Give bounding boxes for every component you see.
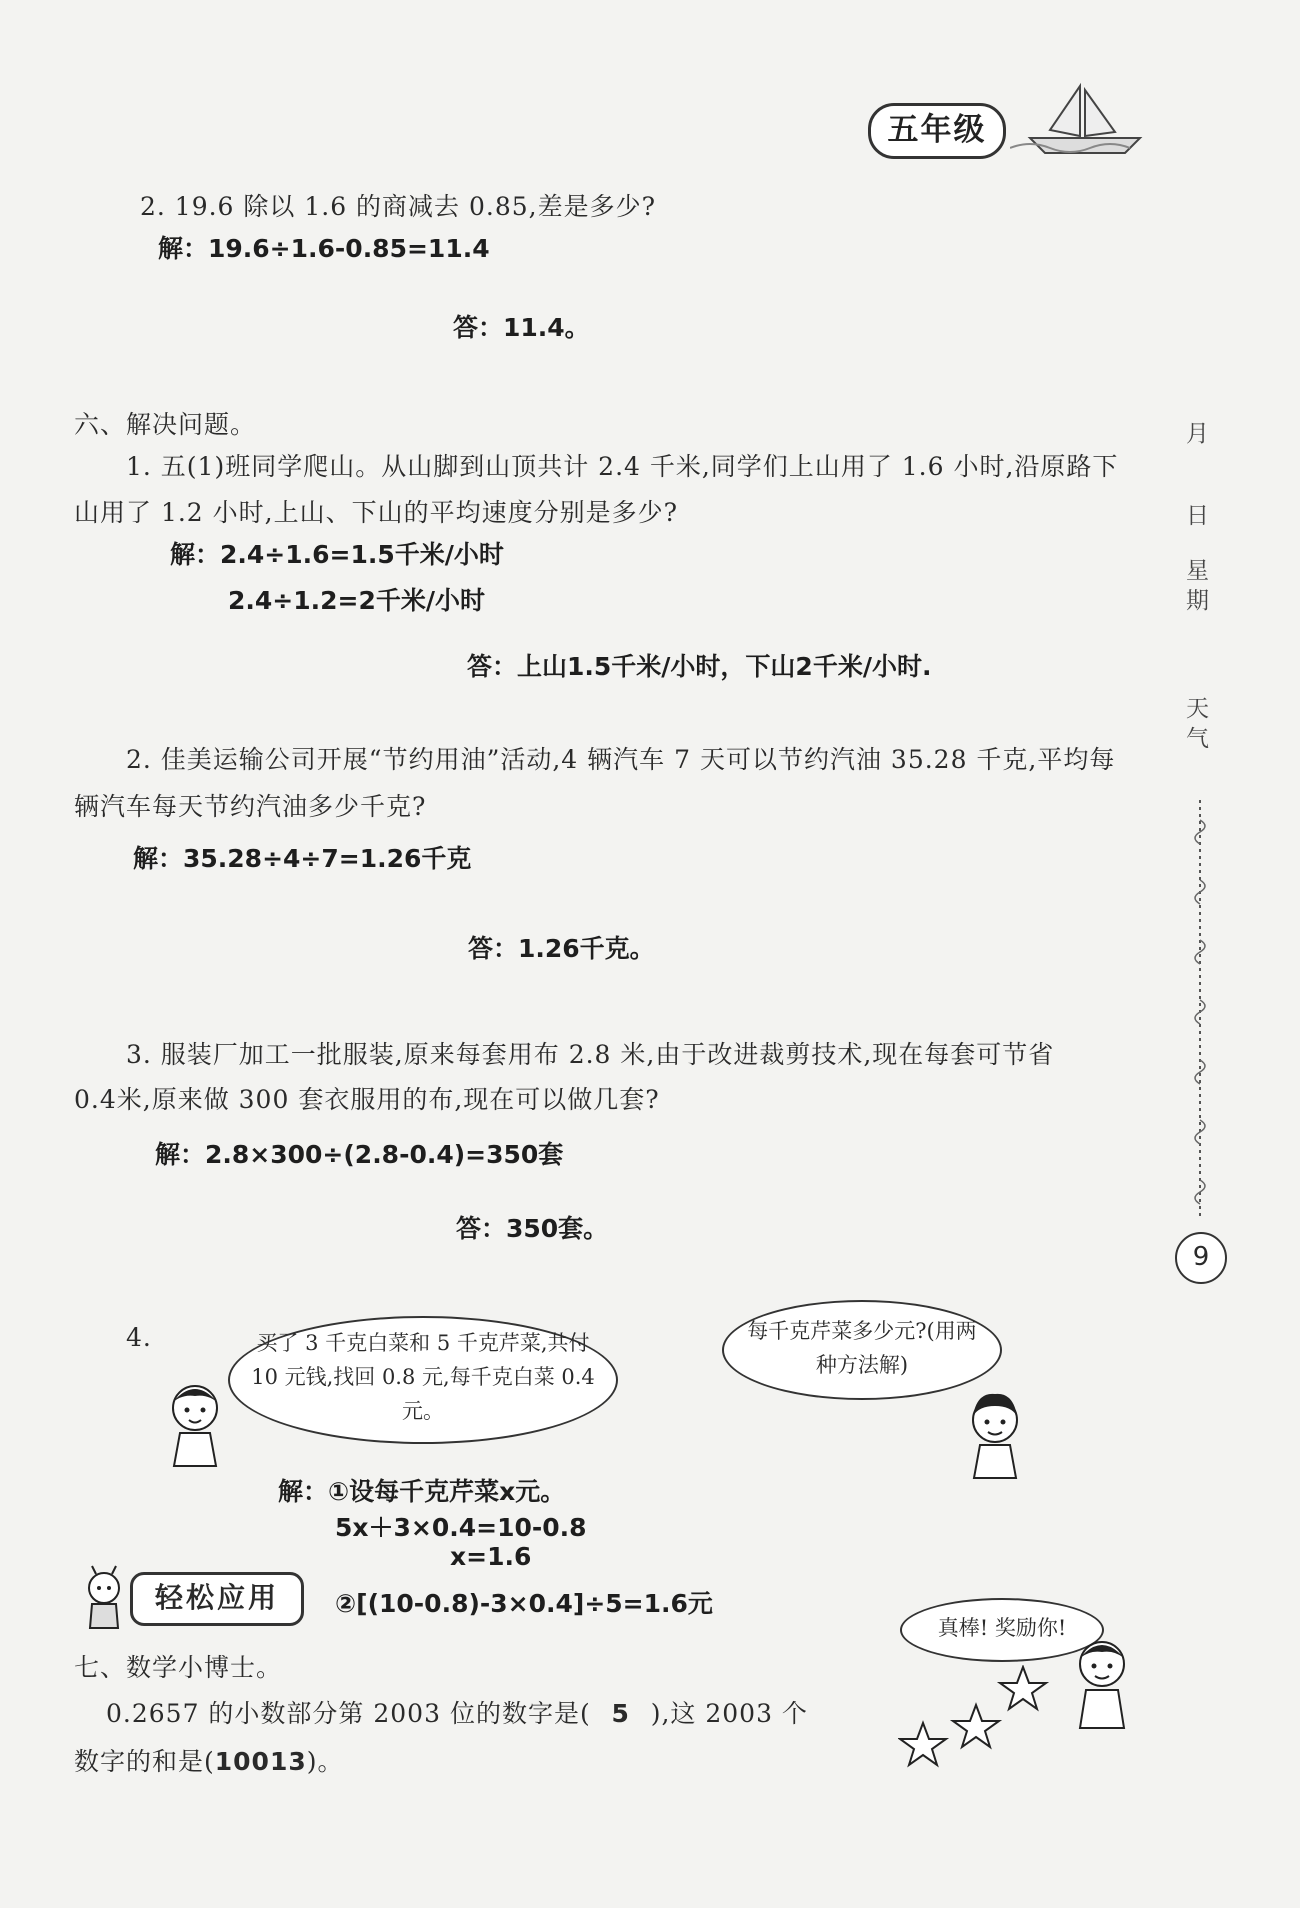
q5-2-question: 2. 19.6 除以 1.6 的商减去 0.85,差是多少? [140,192,657,221]
s6-q3-solution: 解：2.8×300÷(2.8-0.4)=350套 [155,1140,564,1169]
s7-line2-prefix: 数字的和是( [74,1747,215,1776]
s7-line1-suffix: ),这 2003 个 [650,1699,808,1728]
side-month: 月 [1186,421,1209,447]
section7-title: 七、数学小博士。 [74,1653,283,1682]
s6-q2-answer: 答：1.26千克。 [468,934,655,963]
side-weekday-2: 期 [1186,588,1209,614]
s6-q4-solution3: x=1.6 [450,1542,532,1571]
s6-q4-solution2: 5x＋3×0.4=10-0.8 [335,1513,587,1542]
grade-badge: 五年级 [868,103,1006,159]
s6-q2-line1: 2. 佳美运输公司开展“节约用油”活动,4 辆汽车 7 天可以节约汽油 35.28 千克,平均每 [126,745,1116,774]
speech-bubble-right: 每千克芹菜多少元?(用两种方法解) [722,1300,1002,1400]
s6-q4-solution1: 解：①设每千克芹菜x元。 [278,1477,566,1506]
boy-avatar-icon [960,1390,1030,1480]
praise-bubble: 真棒! 奖励你! [900,1598,1104,1662]
s6-q4-number: 4. [126,1323,152,1352]
side-weather-2: 气 [1186,726,1209,752]
s7-line2 [74,1742,344,1778]
s7-line1-prefix: 0.2657 的小数部分第 2003 位的数字是( [106,1699,591,1728]
side-day: 日 [1186,503,1209,529]
s6-q1-line1: 1. 五(1)班同学爬山。从山脚到山顶共计 2.4 千米,同学们上山用了 1.6 小时,沿原路下 [126,452,1119,481]
s6-q2-line2: 辆汽车每天节约汽油多少千克? [74,792,427,821]
section6-title: 六、解决问题。 [74,410,257,439]
q5-2-solution: 解：19.6÷1.6-0.85=11.4 [158,234,490,263]
s6-q1-answer: 答：上山1.5千米/小时，下山2千米/小时. [467,652,932,681]
sailboat-icon [1010,78,1150,158]
side-weather-1: 天 [1186,696,1209,722]
q5-2-answer: 答：11.4。 [453,313,590,342]
page-number: 9 [1175,1232,1227,1284]
s6-q3-line1: 3. 服装厂加工一批服装,原来每套用布 2.8 米,由于改进裁剪技术,现在每套可节省 [126,1040,1055,1069]
s6-q1-solution1: 解：2.4÷1.6=1.5千米/小时 [170,540,504,569]
s7-blank1: 5 [611,1699,630,1728]
s6-q4-solution4: ②[(10-0.8)-3×0.4]÷5=1.6元 [335,1589,713,1618]
s7-line1 [106,1694,808,1730]
stars-icon [898,1665,1058,1770]
bee-mascot-icon [78,1564,130,1630]
girl-avatar-icon [160,1378,230,1468]
s6-q3-line2: 0.4米,原来做 300 套衣服用的布,现在可以做几套? [74,1085,660,1114]
side-vine-decoration [1185,800,1215,1220]
s7-blank2: 10013 [214,1747,307,1776]
s6-q2-solution: 解：35.28÷4÷7=1.26千克 [133,844,472,873]
side-weekday-1: 星 [1186,558,1209,584]
s6-q3-answer: 答：350套。 [456,1214,609,1243]
girl-cheering-icon [1062,1632,1142,1732]
speech-bubble-left: 买了 3 千克白菜和 5 千克芹菜,共付 10 元钱,找回 0.8 元,每千克白菜 0.4 元。 [228,1316,618,1444]
s6-q1-line2: 山用了 1.2 小时,上山、下山的平均速度分别是多少? [74,498,679,527]
s6-q1-solution2: 2.4÷1.2=2千米/小时 [228,586,485,615]
section-tag: 轻松应用 [130,1572,304,1626]
s7-line2-suffix: )。 [306,1747,344,1776]
